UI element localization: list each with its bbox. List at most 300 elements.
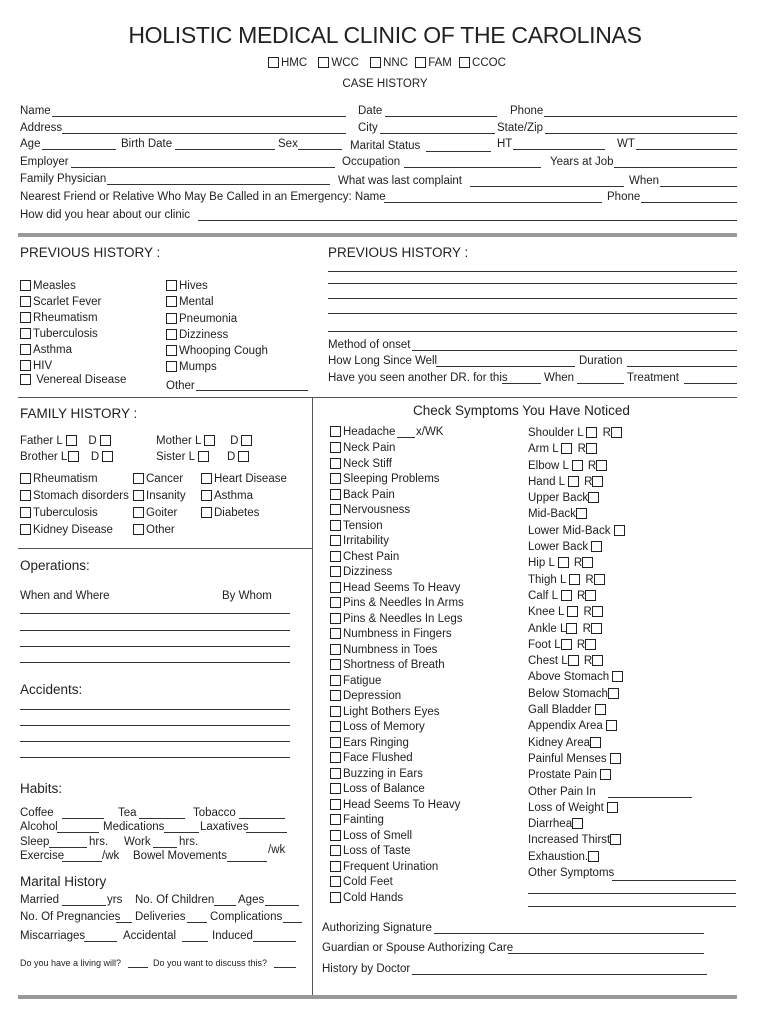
family-item: Other — [146, 524, 175, 536]
checkbox[interactable] — [607, 802, 618, 813]
operations-line[interactable] — [20, 630, 290, 631]
wt-label: WT — [617, 138, 635, 150]
checkbox[interactable] — [330, 644, 341, 655]
area-label: Chest L — [528, 655, 568, 668]
exercise-field[interactable] — [62, 861, 102, 862]
tea-label: Tea — [118, 807, 137, 819]
area-label: Other Pain In — [528, 785, 596, 798]
checkbox-left[interactable] — [558, 557, 569, 568]
r-label: R — [573, 557, 583, 570]
treatment-field[interactable] — [684, 383, 737, 384]
subtitle: CASE HISTORY — [342, 78, 428, 90]
prev-history-right-heading: PREVIOUS HISTORY : — [328, 245, 469, 260]
checkbox[interactable] — [100, 435, 111, 446]
mother-row — [156, 434, 254, 448]
checkbox[interactable] — [166, 296, 177, 307]
checkbox[interactable] — [591, 541, 602, 552]
yrs-label: yrs — [107, 894, 123, 906]
symptom-label: Numbness in Fingers — [343, 628, 452, 640]
headache-field[interactable] — [397, 437, 415, 438]
symptom-label: Loss of Taste — [343, 845, 411, 857]
divider — [18, 548, 312, 549]
ht-label: HT — [497, 138, 513, 150]
checkbox-wcc[interactable] — [318, 57, 329, 68]
how-long-field[interactable] — [436, 366, 575, 367]
checkbox[interactable] — [166, 329, 177, 340]
heard-about-label: How did you hear about our clinic — [20, 209, 191, 221]
checkbox-left[interactable] — [568, 476, 579, 487]
years-at-job-field[interactable] — [614, 167, 737, 168]
checkbox-hmc[interactable] — [268, 57, 279, 68]
address-label: Address — [20, 122, 63, 134]
history-line[interactable] — [328, 271, 737, 272]
checkbox[interactable] — [20, 360, 31, 371]
medications-label: Medications — [103, 821, 165, 833]
area-label: Other Symptoms — [528, 867, 615, 880]
checkbox[interactable] — [166, 280, 177, 291]
history-line[interactable] — [328, 298, 737, 299]
marital-status-field[interactable] — [426, 151, 491, 152]
history-item: Hives — [179, 280, 208, 292]
city-label: City — [358, 122, 378, 134]
emergency-name-field[interactable] — [384, 202, 602, 203]
accidents-line[interactable] — [20, 709, 290, 710]
checkbox[interactable] — [20, 524, 31, 535]
history-item: Mumps — [179, 361, 217, 373]
symptom-label: Tension — [343, 519, 383, 532]
d-label: D — [230, 435, 239, 447]
checkbox[interactable] — [330, 489, 341, 500]
page-title: HOLISTIC MEDICAL CLINIC OF THE CAROLINAS — [128, 22, 642, 48]
checkbox[interactable] — [595, 704, 606, 715]
date-label: Date — [358, 105, 383, 117]
treatment-label: Treatment — [627, 372, 679, 384]
when-where-label: When and Where — [20, 590, 110, 602]
checkbox-right[interactable] — [596, 460, 607, 471]
checkbox[interactable] — [133, 507, 144, 518]
history-by-label: History by Doctor — [322, 963, 411, 975]
method-of-onset-field[interactable] — [412, 350, 737, 351]
pregnancies-field[interactable] — [116, 922, 132, 923]
symptom-label: Ears Ringing — [343, 736, 409, 749]
work-field[interactable] — [153, 847, 177, 848]
checkbox[interactable] — [241, 435, 252, 446]
checkbox[interactable] — [133, 524, 144, 535]
checkbox-right[interactable] — [611, 427, 622, 438]
sleep-field[interactable] — [49, 847, 87, 848]
checkbox-nnc[interactable] — [370, 57, 381, 68]
age-field[interactable] — [42, 149, 116, 150]
checkbox[interactable] — [614, 525, 625, 536]
checkbox[interactable] — [330, 504, 341, 515]
miscarriages-label: Miscarriages — [20, 930, 86, 942]
checkbox[interactable] — [330, 892, 341, 903]
symptoms-heading: Check Symptoms You Have Noticed — [413, 403, 630, 418]
history-line[interactable] — [328, 283, 737, 284]
operations-line[interactable] — [20, 646, 290, 647]
checkbox[interactable] — [201, 490, 212, 501]
checkbox-right[interactable] — [582, 557, 593, 568]
checkbox[interactable] — [201, 473, 212, 484]
checkbox-left[interactable] — [561, 590, 572, 601]
checkbox[interactable] — [20, 507, 31, 518]
area-label: Appendix Area — [528, 720, 603, 733]
checkbox-left[interactable] — [586, 427, 597, 438]
name-label: Name — [20, 105, 51, 117]
induced-field[interactable] — [253, 941, 296, 942]
checkbox[interactable] — [330, 597, 341, 608]
checkbox[interactable] — [330, 535, 341, 546]
seen-another-field[interactable] — [502, 383, 541, 384]
other-symptoms-line[interactable] — [528, 893, 736, 894]
emergency-phone-field[interactable] — [641, 202, 737, 203]
symptom-label: Pins & Needles In Legs — [343, 612, 463, 625]
checkbox-fam[interactable] — [415, 57, 426, 68]
accidental-field[interactable] — [182, 941, 208, 942]
sleep-label: Sleep — [20, 836, 50, 848]
checkbox[interactable] — [20, 473, 31, 484]
checkbox-right[interactable] — [592, 655, 603, 666]
checkbox[interactable] — [330, 706, 341, 717]
area-label: Hip L — [528, 557, 555, 570]
symptom-label: Irritability — [343, 535, 390, 547]
family-item: Cancer — [146, 473, 184, 485]
checkbox[interactable] — [610, 753, 621, 764]
symptom-list — [330, 441, 464, 906]
duration-label: Duration — [579, 355, 623, 367]
last-complaint-field[interactable] — [470, 186, 624, 187]
deliveries-label: Deliveries — [135, 911, 186, 923]
clinic-label: CCOC — [472, 57, 506, 69]
tobacco-field[interactable] — [239, 818, 285, 819]
checkbox[interactable] — [588, 851, 599, 862]
checkbox-left[interactable] — [561, 639, 572, 650]
area-label: Shoulder L — [528, 427, 584, 439]
checkbox-right[interactable] — [592, 476, 603, 487]
other-symptoms-line[interactable] — [528, 906, 736, 907]
checkbox[interactable] — [20, 490, 31, 501]
symptom-label: Head Seems To Heavy — [343, 798, 461, 811]
complications-label: Complications — [210, 911, 283, 923]
name-field[interactable] — [52, 116, 346, 117]
checkbox[interactable] — [330, 690, 341, 701]
checkbox[interactable] — [330, 520, 341, 531]
area-label: Lower Back — [528, 541, 589, 554]
checkbox[interactable] — [330, 799, 341, 810]
checkbox[interactable] — [330, 566, 341, 577]
checkbox[interactable] — [133, 473, 144, 484]
symptom-label: Sleeping Problems — [343, 473, 440, 485]
checkbox[interactable] — [330, 861, 341, 872]
exercise-label: Exercise — [20, 850, 65, 862]
checkbox[interactable] — [572, 818, 583, 829]
history-line[interactable] — [328, 331, 737, 332]
checkbox[interactable] — [606, 720, 617, 731]
prev-history-col2 — [166, 279, 268, 376]
family-physician-field[interactable] — [107, 184, 330, 185]
other-symptoms-field[interactable] — [612, 880, 736, 881]
when-field[interactable] — [577, 383, 624, 384]
family-item: Heart Disease — [214, 473, 287, 485]
checkbox[interactable] — [20, 312, 31, 323]
checkbox[interactable] — [330, 768, 341, 779]
guardian-field[interactable] — [508, 953, 704, 954]
checkbox[interactable] — [330, 737, 341, 748]
area-label: Upper Back — [528, 492, 589, 505]
marital-status-label: Marital Status — [350, 140, 421, 152]
checkbox[interactable] — [166, 313, 177, 324]
state-zip-field[interactable] — [545, 133, 737, 134]
married-label: Married — [20, 894, 59, 906]
phone-field[interactable] — [544, 116, 737, 117]
birth-date-field[interactable] — [175, 149, 275, 150]
family-history-heading: FAMILY HISTORY : — [20, 406, 138, 421]
family-item: Tuberculosis — [33, 507, 98, 519]
area-label: Exhaustion. — [528, 850, 589, 863]
r-label: R — [585, 573, 594, 586]
bowel-field[interactable] — [227, 861, 267, 862]
seen-another-label: Have you seen another DR. for this — [328, 372, 508, 384]
area-label: Calf L — [528, 589, 558, 602]
symptom-label: Head Seems To Heavy — [343, 581, 461, 594]
checkbox[interactable] — [600, 769, 611, 780]
married-field[interactable] — [62, 905, 106, 906]
per-week-label: /wk — [268, 844, 286, 856]
checkbox-left[interactable] — [569, 574, 580, 585]
checkbox[interactable] — [330, 473, 341, 484]
history-item: Dizziness — [179, 329, 229, 341]
children-field[interactable] — [214, 905, 236, 906]
column-divider — [312, 397, 313, 995]
city-field[interactable] — [380, 133, 495, 134]
accidents-line[interactable] — [20, 757, 290, 758]
when-field[interactable] — [660, 186, 737, 187]
checkbox[interactable] — [330, 845, 341, 856]
checkbox-left[interactable] — [572, 460, 583, 471]
family-item: Diabetes — [214, 507, 260, 519]
area-label: Arm L — [528, 443, 559, 456]
symptom-label: Neck Stiff — [343, 457, 392, 470]
coffee-field[interactable] — [62, 818, 104, 819]
address-field[interactable] — [62, 133, 346, 134]
xwk-label: x/WK — [416, 426, 444, 438]
area-label: Above Stomach — [528, 671, 610, 684]
checkbox[interactable] — [204, 435, 215, 446]
operations-line[interactable] — [20, 662, 290, 663]
prev-history-heading: PREVIOUS HISTORY : — [20, 245, 161, 260]
bottom-divider — [18, 995, 737, 999]
checkbox[interactable] — [166, 345, 177, 356]
body-area-list — [528, 426, 627, 882]
authorizing-signature-field[interactable] — [434, 933, 704, 934]
checkbox-right[interactable] — [591, 623, 602, 634]
when-label: When — [629, 175, 660, 187]
wt-field[interactable] — [636, 149, 737, 150]
checkbox[interactable] — [330, 752, 341, 763]
history-by-field[interactable] — [412, 974, 707, 975]
checkbox[interactable] — [20, 344, 31, 355]
symptom-label: Shortness of Breath — [343, 659, 445, 671]
occupation-label: Occupation — [342, 156, 401, 168]
symptom-label: Frequent Urination — [343, 860, 439, 873]
other-label: Other — [166, 380, 195, 392]
emergency-phone-label: Phone — [607, 191, 641, 203]
habits-heading: Habits: — [20, 781, 63, 796]
how-long-label: How Long Since Well — [328, 355, 438, 367]
checkbox[interactable] — [330, 551, 341, 562]
checkbox[interactable] — [330, 659, 341, 670]
laxatives-label: Laxatives — [200, 821, 249, 833]
accidents-line[interactable] — [20, 741, 290, 742]
ages-field[interactable] — [265, 905, 299, 906]
history-item: Measles — [33, 280, 76, 292]
guardian-label: Guardian or Spouse Authorizing Care — [322, 942, 514, 954]
checkbox[interactable] — [330, 675, 341, 686]
area-label: Hand L — [528, 475, 565, 488]
family-item: Rheumatism — [33, 473, 98, 485]
family-item: Kidney Disease — [33, 524, 113, 536]
symptom-label: Headache — [343, 426, 396, 438]
checkbox[interactable] — [330, 628, 341, 639]
operations-heading: Operations: — [20, 558, 90, 573]
area-label: Foot L — [528, 638, 561, 651]
laxatives-field[interactable] — [246, 832, 287, 833]
checkbox[interactable] — [20, 374, 31, 385]
ages-label: Ages — [238, 894, 265, 906]
age-label: Age — [20, 138, 41, 150]
family-physician-label: Family Physician — [20, 173, 107, 185]
d-label: D — [88, 435, 97, 447]
sex-label: Sex — [278, 138, 298, 150]
family-item: Goiter — [146, 507, 178, 519]
checkbox[interactable] — [330, 783, 341, 794]
symptom-label: Chest Pain — [343, 550, 400, 563]
checkbox[interactable] — [330, 876, 341, 887]
heard-about-field[interactable] — [198, 220, 737, 221]
checkbox[interactable] — [68, 451, 79, 462]
headache-row — [330, 425, 395, 439]
checkbox[interactable] — [20, 280, 31, 291]
checkbox[interactable] — [590, 737, 601, 748]
checkbox[interactable] — [20, 328, 31, 339]
checkbox[interactable] — [576, 508, 587, 519]
checkbox[interactable] — [198, 451, 209, 462]
symptom-label: Fatigue — [343, 674, 382, 687]
checkbox-ccoc[interactable] — [459, 57, 470, 68]
symptom-label: Light Bothers Eyes — [343, 705, 440, 718]
r-label: R — [602, 427, 611, 439]
checkbox[interactable] — [588, 492, 599, 503]
alcohol-field[interactable] — [57, 832, 99, 833]
father-row — [20, 434, 113, 448]
other-pain-field[interactable] — [608, 797, 692, 798]
checkbox[interactable] — [330, 814, 341, 825]
symptom-label: Numbness in Toes — [343, 643, 438, 656]
brother-row — [20, 450, 115, 464]
r-label: R — [577, 589, 586, 602]
checkbox-left[interactable] — [566, 623, 577, 634]
checkbox-right[interactable] — [585, 639, 596, 650]
checkbox[interactable] — [238, 451, 249, 462]
tea-field[interactable] — [139, 818, 185, 819]
checkbox[interactable] — [20, 296, 31, 307]
duration-field[interactable] — [627, 366, 737, 367]
checkbox[interactable] — [610, 834, 621, 845]
checkbox[interactable] — [330, 458, 341, 469]
discuss-field[interactable] — [274, 967, 296, 968]
history-item: Pneumonia — [179, 313, 238, 325]
authorizing-signature-label: Authorizing Signature — [322, 922, 432, 934]
checkbox-left[interactable] — [561, 443, 572, 454]
checkbox[interactable] — [330, 426, 341, 437]
checkbox-left[interactable] — [567, 606, 578, 617]
checkbox[interactable] — [330, 582, 341, 593]
checkbox-left[interactable] — [568, 655, 579, 666]
medications-field[interactable] — [164, 832, 199, 833]
accidents-heading: Accidents: — [20, 682, 83, 697]
history-item: Mental — [179, 296, 214, 308]
ht-field[interactable] — [513, 149, 605, 150]
checkbox[interactable] — [608, 688, 619, 699]
r-label: R — [577, 443, 586, 456]
family-col2 — [133, 472, 186, 540]
other-field[interactable] — [196, 390, 308, 391]
marital-heading: Marital History — [20, 874, 107, 889]
living-will-field[interactable] — [128, 967, 148, 968]
checkbox-right[interactable] — [585, 590, 596, 601]
method-of-onset-label: Method of onset — [328, 339, 411, 351]
divider — [18, 397, 737, 398]
checkbox[interactable] — [612, 671, 623, 682]
family-item: Insanity — [146, 490, 186, 502]
accidents-line[interactable] — [20, 725, 290, 726]
checkbox[interactable] — [133, 490, 144, 501]
complications-field[interactable] — [283, 922, 302, 923]
history-item: Rheumatism — [33, 312, 98, 324]
history-line[interactable] — [328, 313, 737, 314]
years-at-job-label: Years at Job — [550, 156, 614, 168]
checkbox[interactable] — [201, 507, 212, 518]
operations-line[interactable] — [20, 613, 290, 614]
checkbox[interactable] — [102, 451, 113, 462]
miscarriages-field[interactable] — [84, 941, 117, 942]
area-label: Ankle L — [528, 622, 567, 635]
r-label: R — [583, 606, 592, 619]
hrs-label: hrs. — [89, 836, 109, 848]
checkbox[interactable] — [330, 721, 341, 732]
checkbox[interactable] — [330, 830, 341, 841]
checkbox[interactable] — [166, 361, 177, 372]
history-item: HIV — [33, 360, 53, 372]
checkbox[interactable] — [330, 613, 341, 624]
occupation-field[interactable] — [404, 167, 541, 168]
checkbox[interactable] — [330, 442, 341, 453]
checkbox-right[interactable] — [592, 606, 603, 617]
symptom-label: Neck Pain — [343, 442, 396, 454]
checkbox-right[interactable] — [586, 443, 597, 454]
area-label: Painful Menses — [528, 752, 607, 765]
date-field[interactable] — [385, 116, 497, 117]
section-divider — [18, 233, 737, 237]
checkbox-right[interactable] — [594, 574, 605, 585]
deliveries-field[interactable] — [187, 922, 207, 923]
area-label: Loss of Weight — [528, 801, 604, 814]
sex-field[interactable] — [298, 149, 342, 150]
area-label: Increased Thirst — [528, 834, 611, 847]
symptom-label: Pins & Needles In Arms — [343, 597, 464, 609]
checkbox[interactable] — [66, 435, 77, 446]
employer-field[interactable] — [71, 167, 335, 168]
